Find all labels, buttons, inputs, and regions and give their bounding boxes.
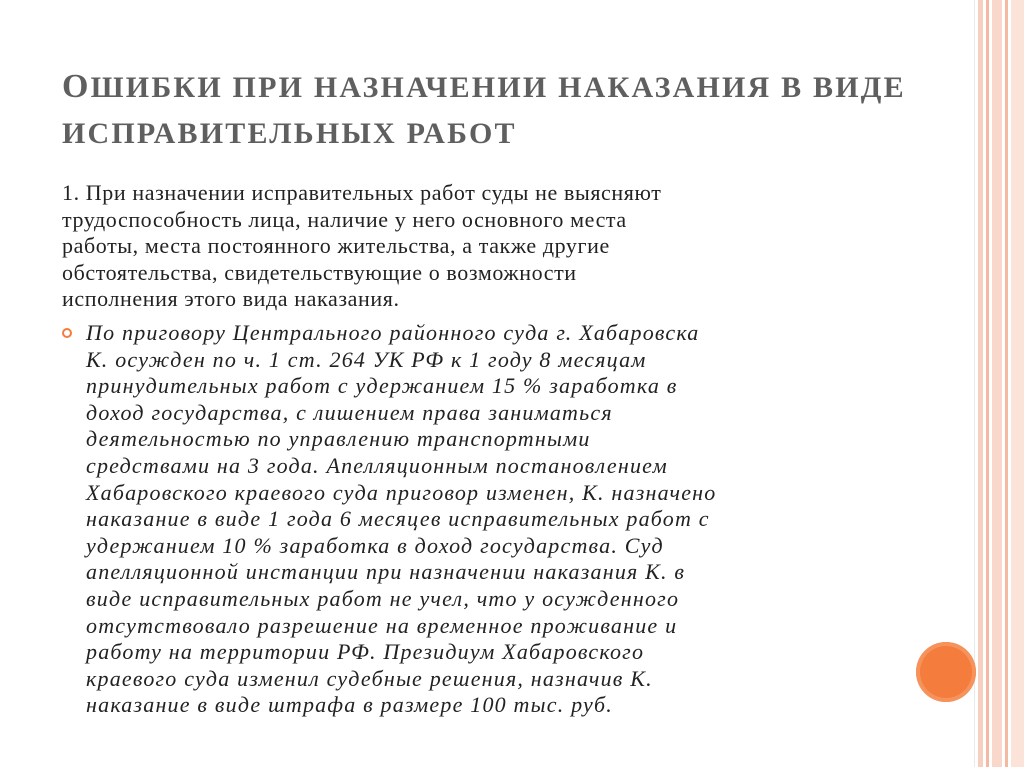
stripe [986, 0, 989, 767]
title-rest: ШИБКИ ПРИ НАЗНАЧЕНИИ НАКАЗАНИЯ В ВИДЕ ИСПРАВИТЕЛЬНЫХ РАБОТ [62, 71, 906, 150]
stripe [1005, 0, 1008, 767]
vertical-divider [974, 0, 975, 767]
stripe [992, 0, 1002, 767]
title-first-letter: О [62, 68, 91, 105]
bullet-item [62, 320, 922, 719]
stripe [978, 0, 983, 767]
decorative-orange-circle [916, 642, 976, 702]
slide-title [62, 64, 912, 157]
bullet-text: По приговору Центрального районного суда г. Хабаровска К. осужден по ч. 1 ст. 264 УК РФ к 1 году 8 месяцам принудительных работ с удержанием 15 % заработка в доход государства, с лишением права заниматься деятельностью по управлению транспортными средствами на 3 года. Апелляционным постановлением Хабаровского краевого суда приговор изменен, К. назначено наказание в виде 1 года 6 месяцев исправительных работ с удержанием 10 % заработка в доход государства. Суд апелляционной инстанции при назначении наказания К. в виде исправительных работ не учел, что у осужденного отсутствовало разрешение на временное проживание и работу на территории РФ. Президиум Хабаровского краевого суда изменил судебные решения, назначив К. наказание в виде штрафа в размере 100 тыс. руб. [86, 320, 717, 718]
main-paragraph: 1. При назначении исправительных работ суды не выясняют трудоспособность лица, наличие у него основного места работы, места постоянного жительства, а также другие обстоятельства, свидетельствующие о возможности исполнения этого вида наказания. [62, 180, 662, 311]
bullet-circle-icon [62, 328, 72, 338]
decorative-stripes [978, 0, 1024, 767]
stripe [1011, 0, 1024, 767]
